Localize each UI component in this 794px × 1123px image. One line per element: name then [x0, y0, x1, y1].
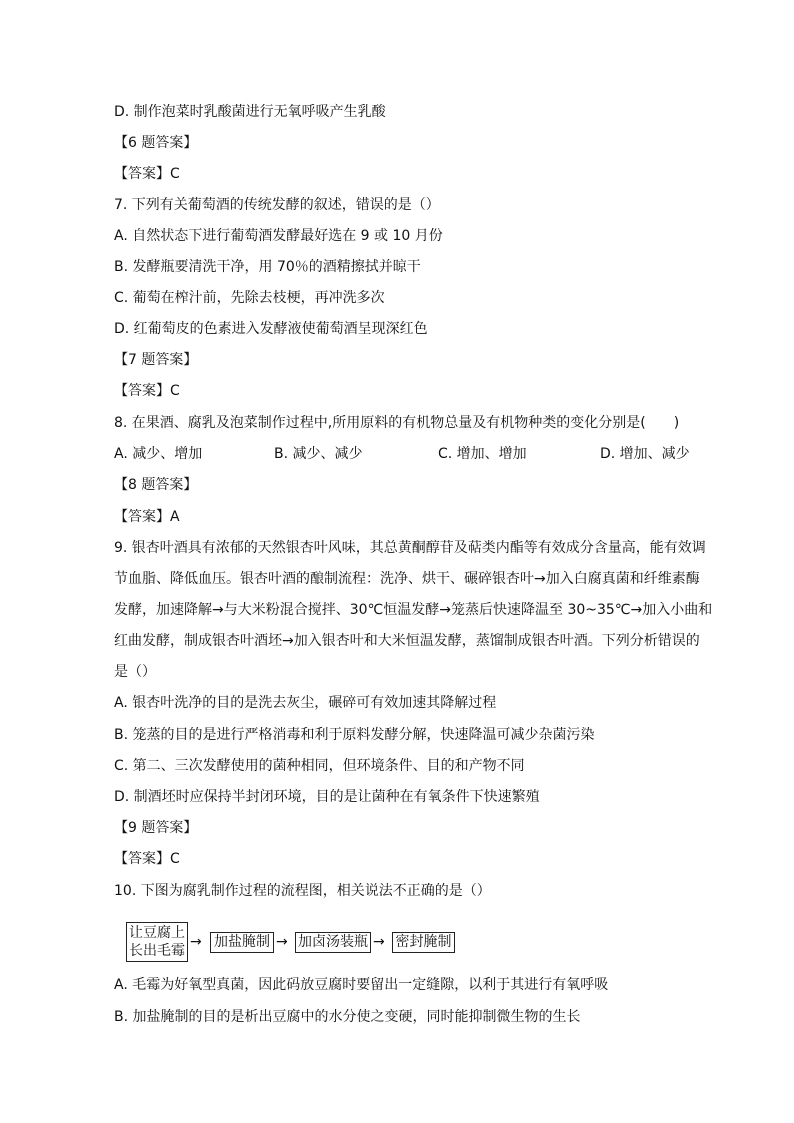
- q8-answer-heading: 【8 题答案】: [114, 477, 198, 493]
- flow-arrow-1: →: [190, 934, 202, 950]
- q9-question-line-2: 节血脂、降低血压。银杏叶酒的酿制流程：洗净、烘干、碾碎银杏叶→加入白腐真菌和纤维素酶: [114, 571, 700, 587]
- q8-option-a: A. 减少、增加: [114, 446, 203, 462]
- q7-option-d: D. 红葡萄皮的色素进入发酵液使葡萄酒呈现深红色: [114, 321, 428, 337]
- q10-question: 10. 下图为腐乳制作过程的流程图，相关说法不正确的是（）: [114, 883, 491, 899]
- q9-question-line-3: 发酵，加速降解→与大米粉混合搅拌、30℃恒温发酵→笼蒸后快速降温至 30~35℃→加入小曲和: [114, 602, 713, 618]
- q7-option-c: C. 葡萄在榨汁前，先除去枝梗，再冲洗多次: [114, 290, 385, 306]
- q9-option-c: C. 第二、三次发酵使用的菌种相同，但环境条件、目的和产物不同: [114, 758, 525, 774]
- q7-option-b: B. 发酵瓶要清洗干净，用 70％的酒精擦拭并晾干: [114, 259, 421, 275]
- flow-step-1-line-2: 长出毛霉: [129, 943, 185, 959]
- q6-option-d: D. 制作泡菜时乳酸菌进行无氧呼吸产生乳酸: [114, 104, 386, 120]
- flow-step-sealed-curing: 密封腌制: [392, 932, 455, 953]
- flow-step-salting: 加盐腌制: [210, 932, 274, 953]
- q9-question-line-5: 是（）: [114, 664, 156, 680]
- q8-option-b: B. 减少、减少: [274, 446, 363, 462]
- q7-answer-heading: 【7 题答案】: [114, 352, 198, 368]
- q8-options-row: [114, 444, 714, 464]
- q10-option-b: B. 加盐腌制的目的是析出豆腐中的水分使之变硬，同时能抑制微生物的生长: [114, 1009, 581, 1025]
- q8-option-d: D. 增加、减少: [600, 446, 690, 462]
- q9-option-b: B. 笼蒸的目的是进行严格消毒和利于原料发酵分解，快速降温可减少杂菌污染: [114, 727, 595, 743]
- flow-arrow-3: →: [373, 934, 385, 950]
- q8-option-c: C. 增加、增加: [438, 446, 527, 462]
- q9-option-d: D. 制酒坯时应保持半封闭环境，目的是让菌种在有氧条件下快速繁殖: [114, 789, 540, 805]
- q9-option-a: A. 银杏叶洗净的目的是洗去灰尘，碾碎可有效加速其降解过程: [114, 695, 497, 711]
- q9-answer-heading: 【9 题答案】: [114, 820, 198, 836]
- flow-step-brine-bottling: 加卤汤装瓶: [295, 932, 371, 953]
- q9-question-line-1: 9. 银杏叶酒具有浓郁的天然银杏叶风味，其总黄酮醇苷及萜类内酯等有效成分含量高，能有效调: [114, 540, 706, 556]
- flow-arrow-2: →: [276, 934, 288, 950]
- q8-answer: 【答案】A: [114, 509, 180, 525]
- q9-question-line-4: 红曲发酵，制成银杏叶酒坯→加入银杏叶和大米恒温发酵，蒸馏制成银杏叶酒。下列分析错误的: [114, 633, 700, 649]
- flow-step-mold-growth: [126, 922, 188, 962]
- q7-answer: 【答案】C: [114, 383, 180, 399]
- q6-answer-heading: 【6 题答案】: [114, 135, 198, 151]
- q6-answer: 【答案】C: [114, 166, 180, 182]
- q8-question: 8. 在果酒、腐乳及泡菜制作过程中,所用原料的有机物总量及有机物种类的变化分别是( ): [114, 415, 680, 431]
- q7-question: 7. 下列有关葡萄酒的传统发酵的叙述，错误的是（）: [114, 197, 440, 213]
- q7-option-a: A. 自然状态下进行葡萄酒发酵最好选在 9 或 10 月份: [114, 228, 443, 244]
- flow-step-1-line-1: 让豆腐上: [129, 925, 185, 941]
- q9-answer: 【答案】C: [114, 851, 180, 867]
- q10-option-a: A. 毛霉为好氧型真菌，因此码放豆腐时要留出一定缝隙，以利于其进行有氧呼吸: [114, 977, 609, 993]
- tofu-process-flowchart: [126, 922, 466, 962]
